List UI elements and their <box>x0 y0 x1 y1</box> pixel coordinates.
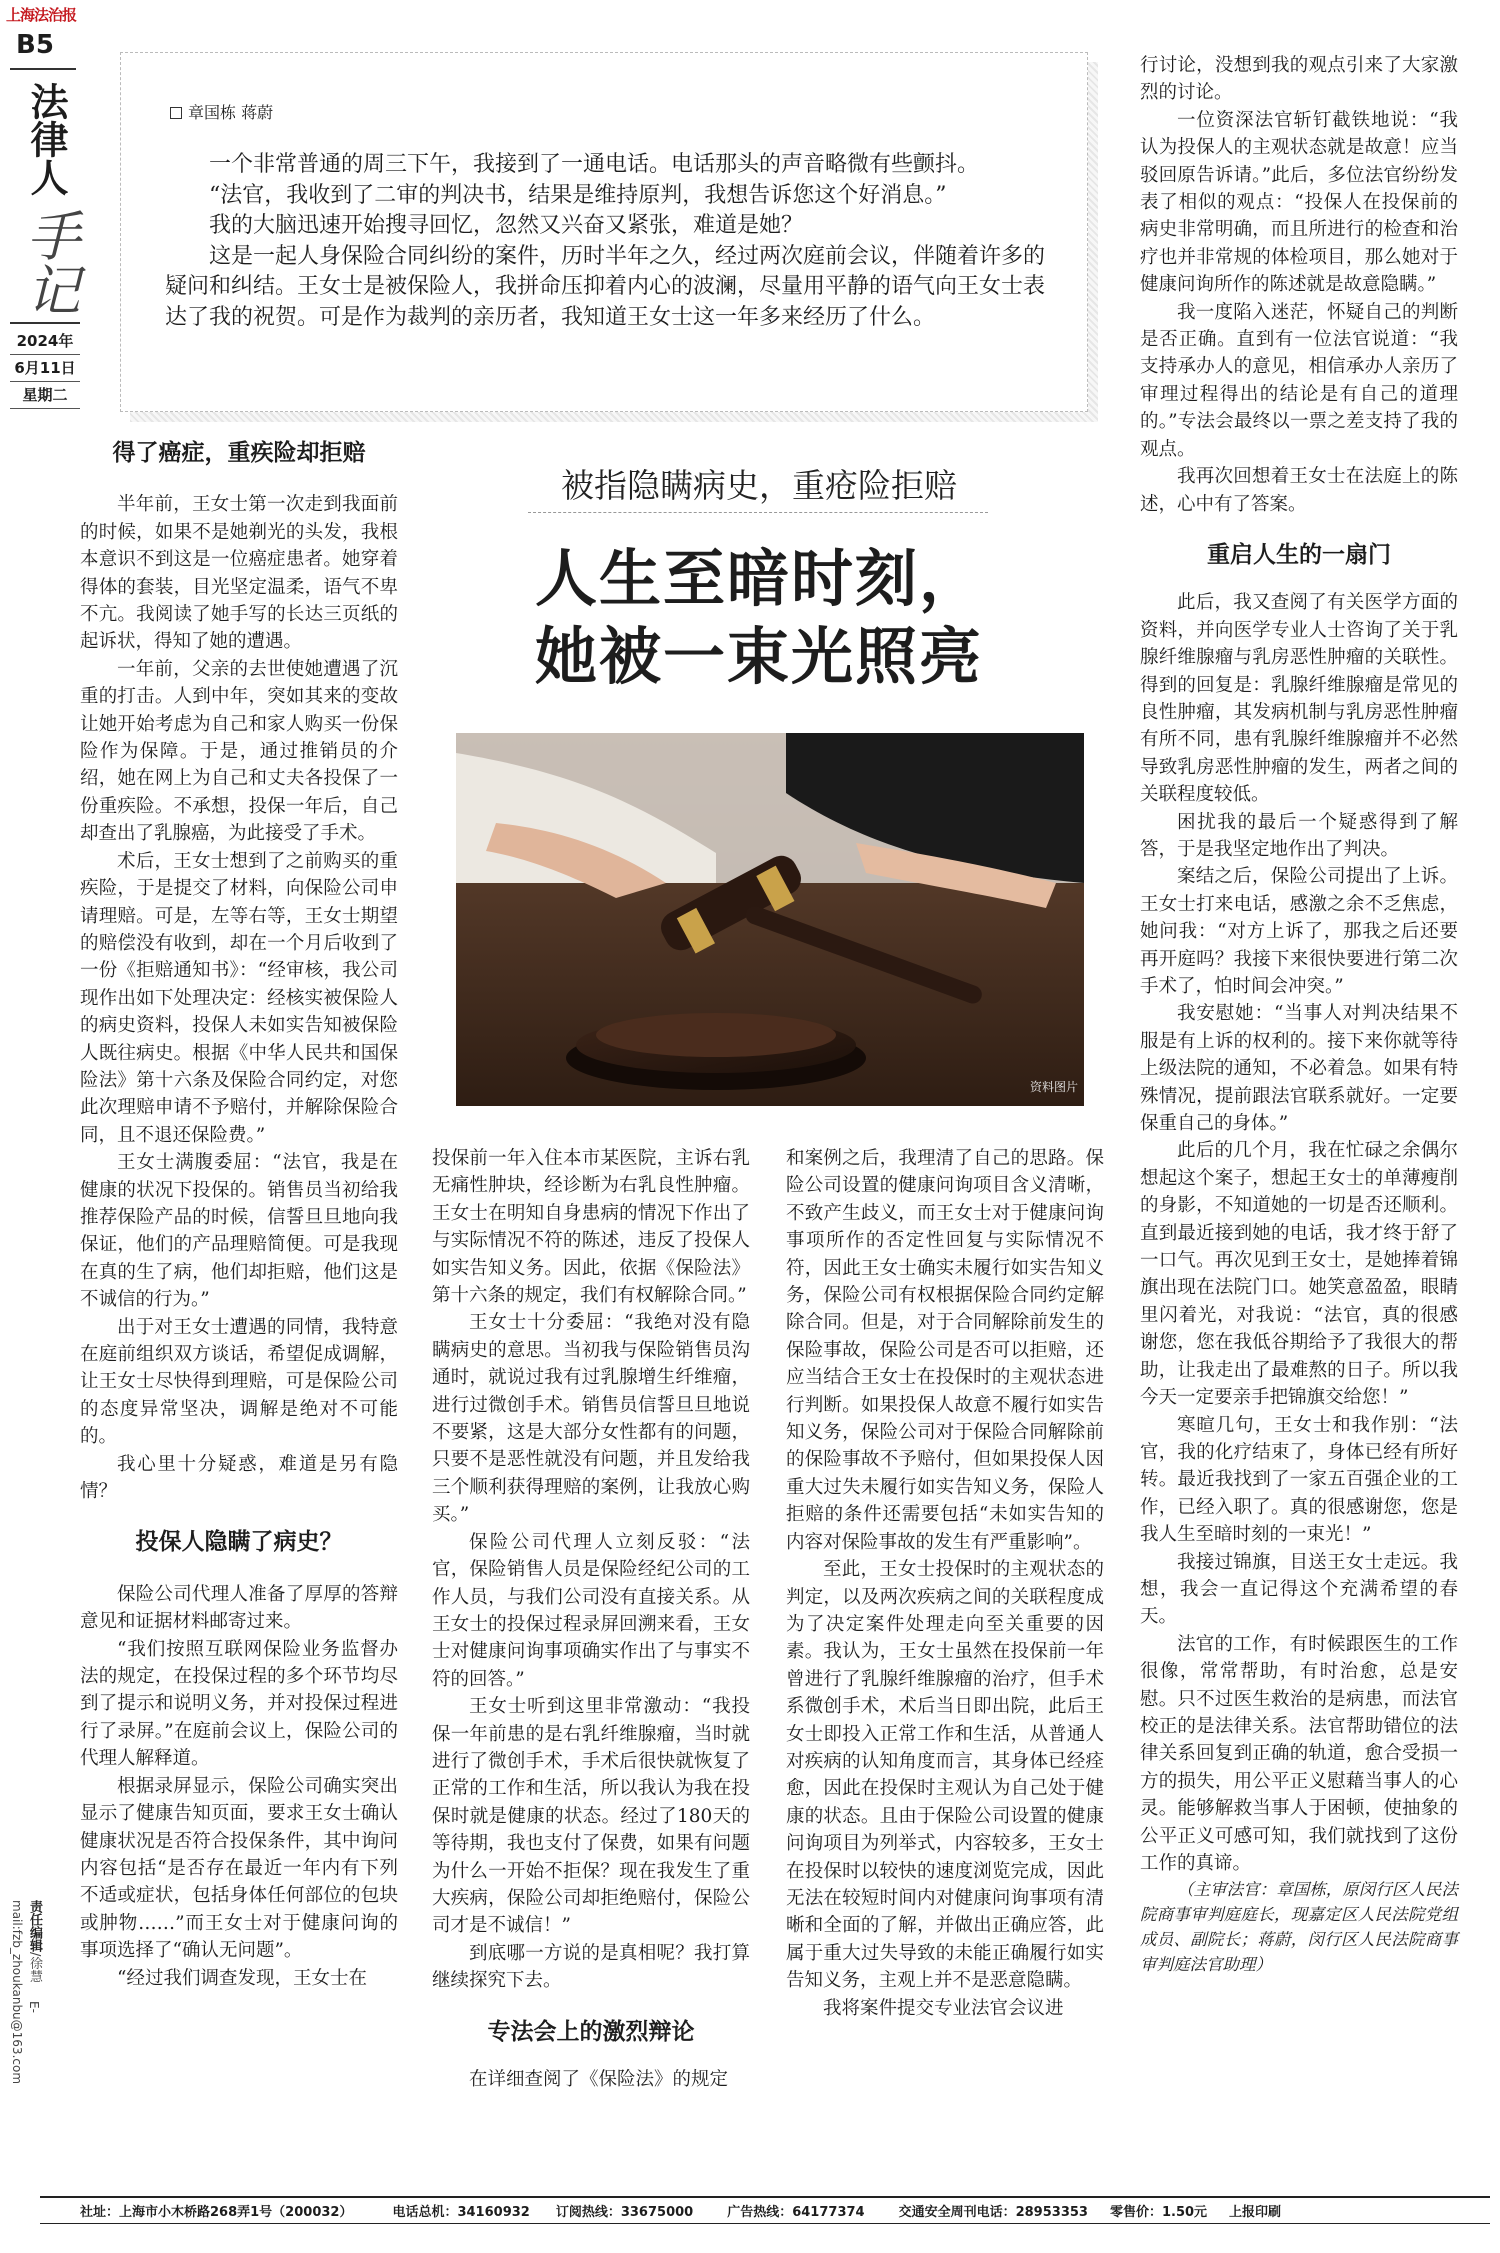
kicker-rule <box>528 512 988 513</box>
date-block <box>10 322 80 409</box>
paragraph: 一位资深法官斩钉截铁地说：“我认为投保人的主观状态就是故意！应当驳回原告诉请。”此后，多位法官纷纷发表了相似的观点：“投保人在投保前的病史非常明确，而且所进行的检查和治疗也并非常规的体检项目，那么她对于健康问询所作的陈述就是故意隐瞒。” <box>1140 109 1458 296</box>
paragraph: 王女士听到这里非常激动：“我投保一年前患的是右乳纤维腺瘤，当时就进行了微创手术，手术后很快就恢复了正常的工作和生活，所以我认为我在投保时就是健康的状态。经过了180天的等待期，我也支付了保费，如果有问题为什么一开始不拒保？现在我发生了重大疾病，保险公司却拒绝赔付，保险公司才是不诚信！” <box>432 1696 750 1937</box>
paragraph: 法官的工作，有时候跟医生的工作很像，常常帮助，有时治愈，总是安慰。只不过医生救治的是病患，而法官校正的是法律关系。法官帮助错位的法律关系回复到正确的轨道，愈合受损一方的损失，用公平正义慰藉当事人的心灵。能够解救当事人于困顿，使抽象的公平正义可感可知，我们就找到了这份工作的真谛。 <box>1140 1633 1458 1874</box>
photo-caption: 资料图片 <box>1030 1080 1079 1094</box>
paragraph: 我再次回想着王女士在法庭上的陈述，心中有了答案。 <box>1140 466 1458 515</box>
gavel-illustration <box>456 733 1084 1106</box>
editor-label: 责任编辑 <box>27 1900 42 1952</box>
date: 6月11日 <box>10 355 80 382</box>
paragraph: 王女士满腹委屈：“法官，我是在健康的状况下投保的。销售员当初给我推荐保险产品的时候，信誓旦旦地向我保证，他们的产品理赔简便。可是我现在真的生了病，他们却拒赔，他们这是不诚信的行为。” <box>80 1152 398 1311</box>
section-heading: 专法会上的激烈辩论 <box>487 2018 695 2045</box>
editor-email: E-mail:fzb_zhoukanbu@163.com <box>10 1900 41 2085</box>
headline-line-2: 她被一束光照亮 <box>534 620 983 693</box>
paragraph: 在详细查阅了《保险法》的规定 <box>469 2069 729 2090</box>
column-title-top: 法律人 <box>24 82 69 196</box>
paragraph: 保险公司代理人立刻反驳：“法官，保险销售人员是保险经纪公司的工作人员，与我们公司没有直接关系。从王女士的投保过程录屏回溯来看，王女士对健康问询事项确实作出了与事实不符的回答。” <box>432 1531 750 1690</box>
column-4 <box>1140 52 1458 1977</box>
footer-ads: 广告热线：64177374 <box>727 2205 865 2220</box>
section-heading: 投保人隐瞒了病史？ <box>135 1529 343 1556</box>
paragraph: 投保前一年入住本市某医院，主诉右乳无痛性肿块，经诊断为右乳良性肿瘤。王女士在明知自身患病的情况下作出了与实际情况不符的陈述，违反了投保人如实告知义务。因此，依据《保险法》第十六条的规定，我们有权解除合同。” <box>432 1148 750 1307</box>
paragraph: 到底哪一方说的是真相呢？我打算继续探究下去。 <box>432 1942 750 1992</box>
paragraph: 困扰我的最后一个疑惑得到了解答，于是我坚定地作出了判决。 <box>1140 811 1458 860</box>
byline-square-icon <box>170 107 182 119</box>
gavel-photo <box>456 733 1084 1106</box>
paragraph: 王女士十分委屈：“我绝对没有隐瞒病史的意思。当初我与保险销售员沟通时，就说过我有过乳腺增生纤维瘤，进行过微创手术。销售员信誓旦旦地说不要紧，这是大部分女性都有的问题，只要不是恶性就没有问题，并且发给我三个顺利获得理赔的案例，让我放心购买。” <box>432 1312 750 1526</box>
paragraph: 半年前，王女士第一次走到我面前的时候，如果不是她剃光的头发，我根本意识不到这是一位癌症患者。她穿着得体的套装，目光坚定温柔，语气不卑不亢。我阅读了她手写的长达三页纸的起诉状，得知了她的遭遇。 <box>80 494 398 653</box>
paragraph: 我心里十分疑惑，难道是另有隐情？ <box>80 1453 398 1503</box>
footer-phone: 电话总机：34160932 <box>392 2205 530 2220</box>
paragraph: 寒暄几句，王女士和我作别：“法官，我的化疗结束了，身体已经有所好转。最近我找到了一家五百强企业的工作，已经入职了。真的很感谢您，您是我人生至暗时刻的一束光！” <box>1140 1414 1458 1546</box>
paragraph: 至此，王女士投保时的主观状态的判定，以及两次疾病之间的关联程度成为了决定案件处理走向至关重要的因素。我认为，王女士虽然在投保前一年曾进行了乳腺纤维腺瘤的治疗，但手术系微创手术，术后当日即出院，此后王女士即投入正常工作和生活，从普通人对疾病的认知角度而言，其身体已经痊愈，因此在投保时主观认为自己处于健康的状态。且由于保险公司设置的健康问询项目为列举式，内容较多，王女士在投保时以较快的速度浏览完成，因此无法在较短时间内对健康问询事项有清晰和全面的了解，并做出正确应答，此属于重大过失导致的未能正确履行如实告知义务，主观上并不是恶意隐瞒。 <box>786 1559 1104 1992</box>
footer-print: 上报印刷 <box>1229 2205 1282 2220</box>
column-3 <box>786 1145 1104 2022</box>
section-heading: 重启人生的一扇门 <box>1207 541 1391 568</box>
page-number: B5 <box>16 30 54 60</box>
intro-paragraph: 这是一起人身保险合同纠纷的案件，历时半年之久，经过两次庭前会议，伴随着许多的疑问和纠结。王女士是被保险人，我拼命压抑着内心的波澜，尽量用平静的语气向王女士表达了我的祝贺。可是作为裁判的亲历者，我知道王女士这一年多来经历了什么。 <box>165 243 1046 330</box>
paragraph: 我将案件提交专业法官会议进 <box>823 1997 1064 2019</box>
editor-name: 徐慧 <box>27 1956 42 1983</box>
paragraph: “经过我们调查发现，王女士在 <box>117 1967 367 1989</box>
section-heading: 得了癌症，重疾险却拒赔 <box>112 440 366 466</box>
footer-price: 零售价：1.50元 <box>1109 2205 1208 2220</box>
weekday: 星期二 <box>10 382 80 409</box>
footer-traffic: 交通安全周刊电话：28953353 <box>898 2205 1088 2220</box>
paragraph: 保险公司代理人准备了厚厚的答辩意见和证据材料邮寄过来。 <box>80 1583 398 1633</box>
paragraph: 一年前，父亲的去世使她遭遇了沉重的打击。人到中年，突如其来的变故让她开始考虑为自己和家人购买一份保险作为保障。于是，通过推销员的介绍，她在网上为自己和丈夫各投保了一份重疾险。不承想，投保一年后，自己却查出了乳腺癌，为此接受了手术。 <box>80 658 398 845</box>
footer-address: 社址：上海市小木桥路268弄1号（200032） <box>80 2205 353 2220</box>
headline <box>428 540 1090 696</box>
paragraph: 行讨论，没想到我的观点引来了大家激烈的讨论。 <box>1140 55 1458 104</box>
column-2 <box>432 1145 750 2093</box>
paragraph: 此后的几个月，我在忙碌之余偶尔想起这个案子，想起王女士的单薄瘦削的身影，不知道她的一切是否还顺利。直到最近接到她的电话，我才终于舒了一口气。再次见到王女士，是她捧着锦旗出现在法院门口。她笑意盈盈，眼睛里闪着光，对我说：“法官，真的很感谢您，您在我低谷期给予了我很大的帮助，让我走出了最难熬的日子。所以我今天一定要亲手把锦旗交给您！” <box>1140 1140 1458 1409</box>
column-title-hand: 手记 <box>18 208 81 316</box>
author-note: （主审法官：章国栋，原闵行区人民法院商事审判庭庭长，现嘉定区人民法院党组成员、副院长；蒋蔚，闵行区人民法院商事审判庭法官助理） <box>1140 1880 1458 1975</box>
footer-subscribe: 订阅热线：33675000 <box>555 2205 694 2220</box>
byline-text: 章国栋 蒋蔚 <box>188 103 274 122</box>
intro-text <box>165 150 1045 333</box>
intro-paragraph: “法官，我收到了二审的判决书，结果是维持原判，我想告诉您这个好消息。” <box>209 182 947 208</box>
column-title <box>18 76 81 322</box>
editor-credit: 责任编辑/徐慧 E-mail:fzb_zhoukanbu@163.com <box>10 1900 42 2085</box>
paragraph: “我们按照互联网保险业务监督办法的规定，在投保过程的多个环节均尽到了提示和说明义务，并对投保过程进行了录屏。”在庭前会议上，保险公司的代理人解释道。 <box>80 1638 398 1770</box>
paragraph: 术后，王女士想到了之前购买的重疾险，于是提交了材料，向保险公司申请理赔。可是，左等右等，王女士期望的赔偿没有收到，却在一个月后收到了一份《拒赔通知书》：“经审核，我公司现作出如下处理决定：经核实被保险人的病史资料，投保人未如实告知被保险人既往病史。根据《中华人民共和国保险法》第十六条及保险合同约定，对您此次理赔申请不予赔付，并解除保险合同，且不退还保险费。” <box>80 850 398 1146</box>
paragraph: 我安慰她：“当事人对判决结果不服是有上诉的权利的。接下来你就等待上级法院的通知，不必着急。如果有特殊情况，提前跟法官联系就好。一定要保重自己的身体。” <box>1140 1003 1458 1135</box>
paragraph: 出于对王女士遭遇的同情，我特意在庭前组织双方谈话，希望促成调解，让王女士尽快得到理赔，可是保险公司的态度异常坚决，调解是绝对不可能的。 <box>80 1316 398 1448</box>
column-1 <box>80 440 398 1992</box>
paragraph: 和案例之后，我理清了自己的思路。保险公司设置的健康问询项目含义清晰，不致产生歧义，而王女士对于健康问询事项所作的否定性回复与实际情况不符，因此王女士确实未履行如实告知义务，保险公司有权根据保险合同约定解除合同。但是，对于合同解除前发生的保险事故，保险公司是否可以拒赔，还应当结合王女士在投保时的主观状态进行判断。如果投保人故意不履行如实告知义务，保险公司对于保险合同解除前的保险事故不予赔付，但如果投保人因重大过失未履行如实告知义务，保险人拒赔的条件还需要包括“未如实告知的内容对保险事故的发生有严重影响”。 <box>786 1148 1104 1553</box>
year: 2024年 <box>10 328 80 355</box>
paragraph: 案结之后，保险公司提出了上诉。王女士打来电话，感激之余不乏焦虑，她问我：“对方上诉了，那我之后还要再开庭吗？我接下来很快要进行第二次手术了，怕时间会冲突。” <box>1140 866 1458 997</box>
footer-bar <box>40 2196 1490 2224</box>
kicker: 被指隐瞒病史，重疮险拒赔 <box>561 466 957 505</box>
newspaper-logo: 上海法治报 <box>6 6 77 24</box>
intro-paragraph: 一个非常普通的周三下午，我接到了一通电话。电话那头的声音略微有些颤抖。 <box>209 152 980 177</box>
intro-paragraph: 我的大脑迅速开始搜寻回忆，忽然又兴奋又紧张，难道是她？ <box>209 213 804 238</box>
headline-line-1: 人生至暗时刻， <box>534 542 983 615</box>
paragraph: 我一度陷入迷茫，怀疑自己的判断是否正确。直到有一位法官说道：“我支持承办人的意见，相信承办人亲历了审理过程得出的结论是有自己的道理的。”专法会最终以一票之差支持了我的观点。 <box>1140 301 1458 460</box>
byline <box>170 100 273 123</box>
paragraph: 我接过锦旗，目送王女士走远。我想，我会一直记得这个充满希望的春天。 <box>1140 1551 1458 1628</box>
paragraph: 根据录屏显示，保险公司确实突出显示了健康告知页面，要求王女士确认健康状况是否符合投保条件，其中询问内容包括“是否存在最近一年内有下列不适或症状，包括身体任何部位的包块或肿物……”而王女士对于健康问询的事项选择了“确认无问题”。 <box>80 1775 398 1962</box>
paragraph: 此后，我又查阅了有关医学方面的资料，并向医学专业人士咨询了关于乳腺纤维腺瘤与乳房恶性肿瘤的关联性。得到的回复是：乳腺纤维腺瘤是常见的良性肿瘤，其发病机制与乳房恶性肿瘤有所不同，患有乳腺纤维腺瘤并不必然导致乳房恶性肿瘤的发生，两者之间的关联程度较低。 <box>1140 592 1458 806</box>
